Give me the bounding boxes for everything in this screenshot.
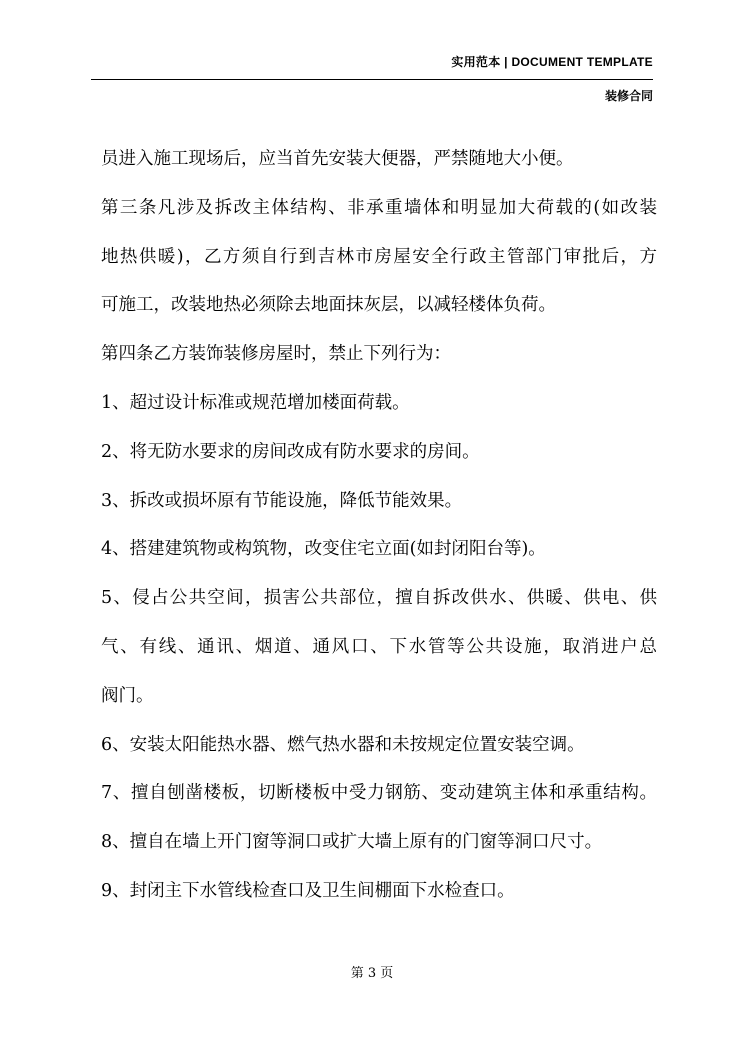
document-body [101,140,657,921]
header-divider [91,79,653,80]
body-line: 9、封闭主下水管线检查口及卫生间棚面下水检查口。 [101,880,515,901]
page-number: 第 3 页 [350,966,394,981]
body-line: 第三条凡涉及拆改主体结构、非承重墙体和明显加大荷载的(如改装 [101,197,657,218]
body-line: 可施工，改装地热必须除去地面抹灰层，以减轻楼体负荷。 [101,295,556,316]
header-title: 实用范本 | DOCUMENT TEMPLATE [451,55,653,69]
body-line: 阀门。 [101,685,154,706]
body-line: 7、擅自刨凿楼板，切断楼板中受力钢筋、变动建筑主体和承重结构。 [101,783,657,804]
body-line: 3、拆改或损坏原有节能设施，降低节能效果。 [101,490,463,511]
body-line: 员进入施工现场后，应当首先安装大便器，严禁随地大小便。 [101,149,574,169]
body-line: 6、安装太阳能热水器、燃气热水器和未按规定位置安装空调。 [101,734,585,755]
body-line: 气、有线、通讯、烟道、通风口、下水管等公共设施，取消进户总 [101,636,657,657]
body-line: 5、侵占公共空间，损害公共部位，擅自拆改供水、供暖、供电、供 [101,588,657,609]
body-line: 8、擅自在墙上开门窗等洞口或扩大墙上原有的门窗等洞口尺寸。 [101,832,603,853]
body-line: 4、搭建建筑物或构筑物，改变住宅立面(如封闭阳台等)。 [101,539,546,560]
body-line: 第四条乙方装饰装修房屋时，禁止下列行为： [101,344,451,365]
body-line: 1、超过设计标准或规范增加楼面荷载。 [101,392,410,413]
header-subtitle: 装修合同 [604,89,653,103]
body-line: 地热供暖)，乙方须自行到吉林市房屋安全行政主管部门审批后，方 [101,246,657,267]
body-line: 2、将无防水要求的房间改成有防水要求的房间。 [101,441,480,462]
